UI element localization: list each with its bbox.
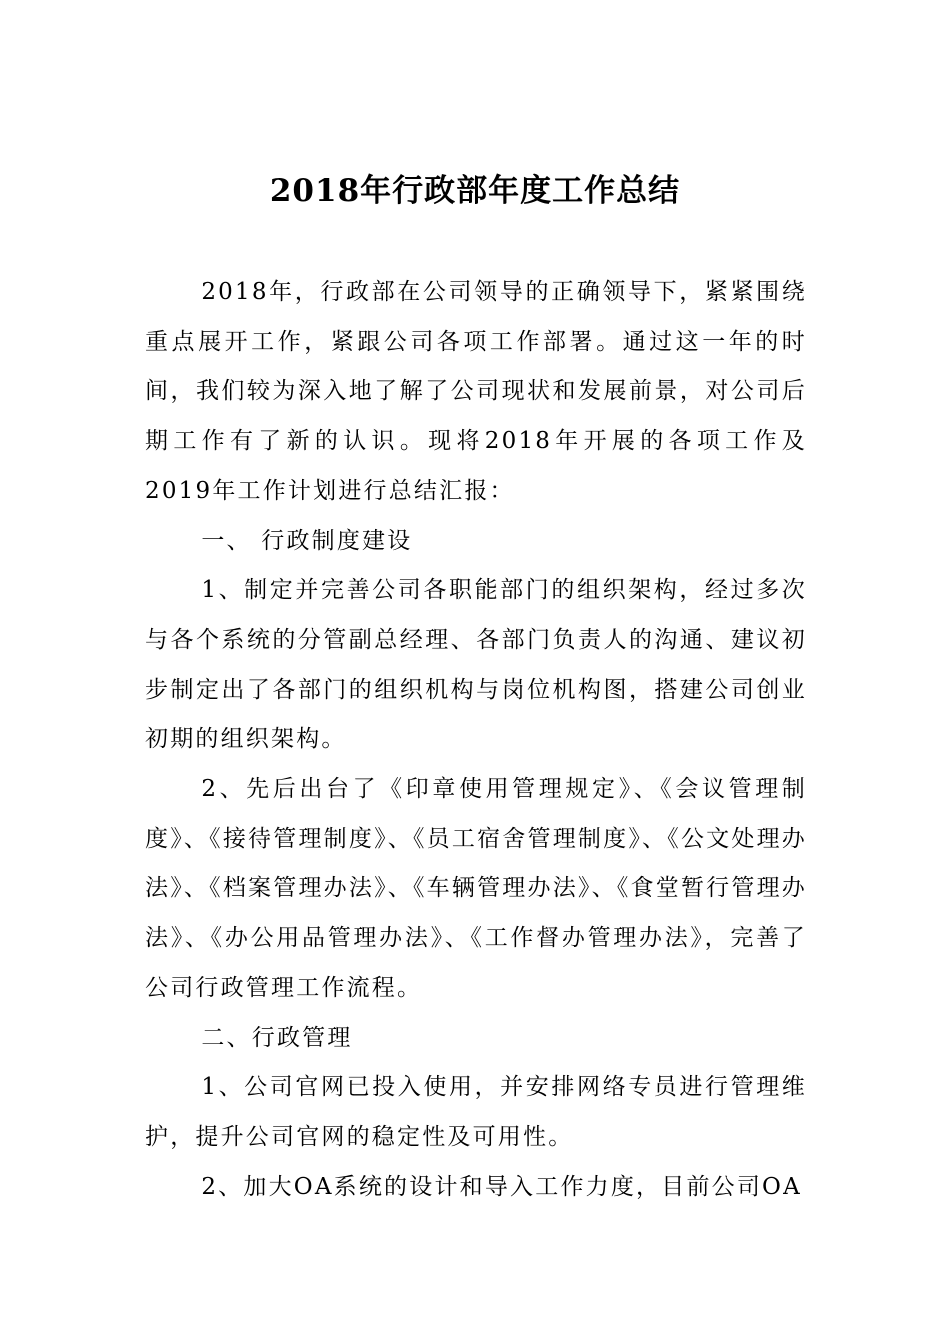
section-heading-1: 一、 行政制度建设	[201, 527, 413, 554]
document-title: 2018年行政部年度工作总结	[269, 173, 681, 209]
document-body	[145, 268, 807, 1212]
paragraph-intro: 2018年，行政部在公司领导的正确领导下，紧紧围绕重点展开工作，紧跟公司各项工作部署。通过这一年的时间，我们较为深入地了解了公司现状和发展前景，对公司后期工作有了新的认识。现将2018年开展的各项工作及2019年工作计划进行总结汇报：	[145, 279, 807, 504]
paragraph-1-2: 2、先后出台了《印章使用管理规定》、《会议管理制度》、《接待管理制度》、《员工宿舍管理制度》、《公文处理办法》、《档案管理办法》、《车辆管理办法》、《食堂暂行管理办法》、《办公用品管理办法》、《工作督办管理办法》，完善了公司行政管理工作流程。	[145, 776, 807, 1001]
paragraph-2-1: 1、公司官网已投入使用，并安排网络专员进行管理维护，提升公司官网的稳定性及可用性。	[145, 1074, 807, 1150]
section-heading-2: 二、行政管理	[201, 1024, 353, 1051]
paragraph-1-1: 1、制定并完善公司各职能部门的组织架构，经过多次与各个系统的分管副总经理、各部门负责人的沟通、建议初步制定出了各部门的组织机构与岗位机构图，搭建公司创业初期的组织架构。	[145, 577, 807, 753]
paragraph-2-2: 2、加大OA系统的设计和导入工作力度，目前公司OA	[201, 1173, 802, 1200]
